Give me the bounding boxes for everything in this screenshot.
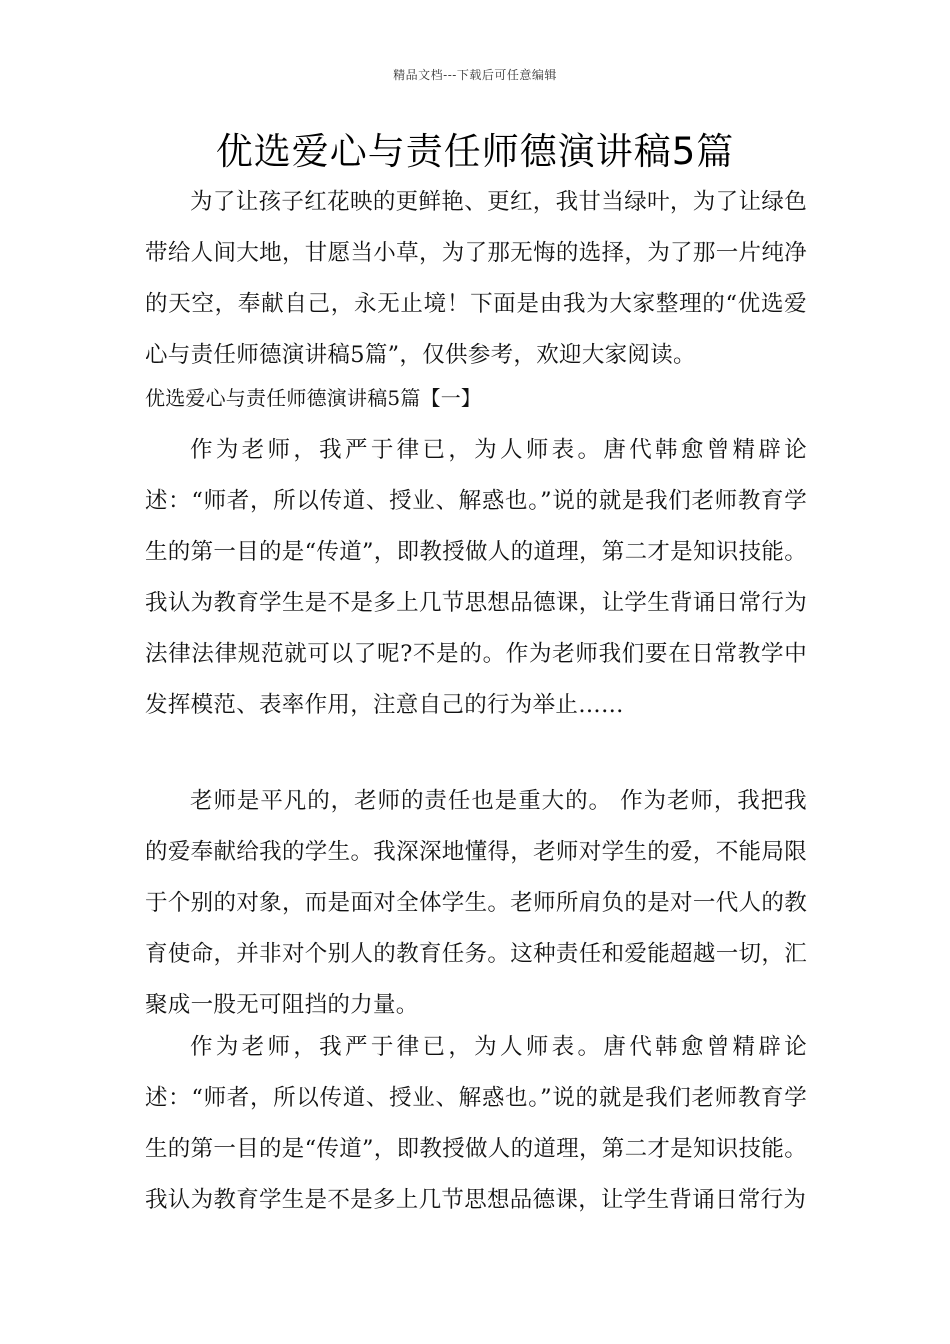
body-paragraph-1: 作为老师，我严于律已，为人师表。唐代韩愈曾精辟论述：“师者，所以传道、授业、解惑也。”说的就是我们老师教育学生的第一目的是“传道”，即教授做人的道理，第二才是知识技能。我认为教育学生是不是多上几节思想品德课，让学生背诵日常行为法律法律规范就可以了呢?不是的。作为老师我们要在日常教学中发挥模范、表率作用，注意自己的行为举止……: [145, 437, 808, 718]
section-heading-1: 优选爱心与责任师德演讲稿5篇【一】: [145, 386, 482, 410]
header-note: 精品文档---下载后可任意编辑: [393, 68, 557, 82]
body-paragraph-2: 老师是平凡的，老师的责任也是重大的。 作为老师，我把我的爱奉献给我的学生。我深深地懂得，老师对学生的爱，不能局限于个别的对象，而是面对全体学生。老师所肩负的是对一代人的教育使命，并非对个别人的教育任务。这种责任和爱能超越一切，汇聚成一股无可阻挡的力量。: [145, 788, 807, 1018]
intro-paragraph: 为了让孩子红花映的更鲜艳、更红，我甘当绿叶，为了让绿色带给人间大地，甘愿当小草，为了那无悔的选择，为了那一片纯净的天空，奉献自己，永无止境！下面是由我为大家整理的“优选爱心与责任师德演讲稿5篇”，仅供参考，欢迎大家阅读。: [145, 189, 807, 368]
body-paragraph-3: 作为老师，我严于律已，为人师表。唐代韩愈曾精辟论述：“师者，所以传道、授业、解惑也。”说的就是我们老师教育学生的第一目的是“传道”，即教授做人的道理，第二才是知识技能。我认为教育学生是不是多上几节思想品德课，让学生背诵日常行为: [145, 1034, 808, 1213]
document-title: 优选爱心与责任师德演讲稿5篇: [215, 130, 735, 173]
